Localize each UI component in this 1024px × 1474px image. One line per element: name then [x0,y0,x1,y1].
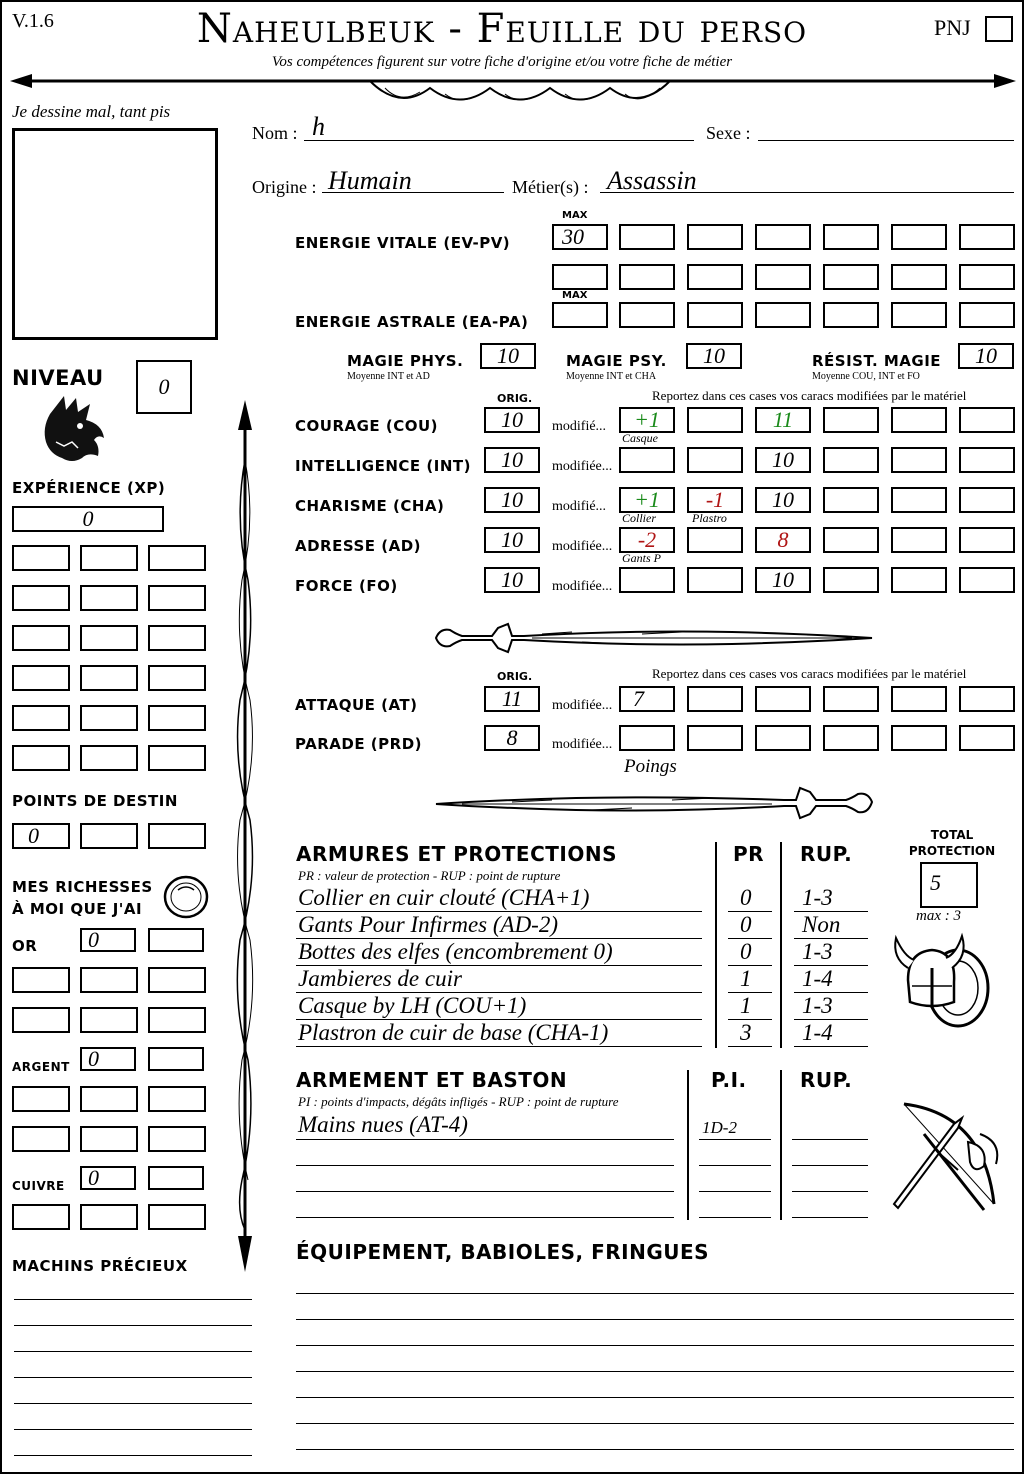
xp-grid-box[interactable] [12,585,70,611]
parade-box[interactable] [823,725,879,751]
sexe-label: Sexe : [706,123,751,143]
precious-line[interactable] [14,1325,252,1326]
precious-line[interactable] [14,1351,252,1352]
xp-grid-box[interactable] [80,745,138,771]
stat-modifie-label: modifiée... [552,579,613,594]
ev-box-3[interactable] [755,224,811,250]
armor-rup[interactable]: 1-4 [802,1020,833,1045]
niveau-label: NIVEAU [12,366,104,390]
or-grid-box[interactable] [12,1007,70,1033]
attaque-box[interactable] [959,686,1015,712]
equipment-line[interactable] [296,1319,1014,1320]
armor-pr-header: PR [733,842,765,866]
armor-rup-line[interactable] [794,1046,868,1047]
cuivre-box-4[interactable] [80,1204,138,1230]
origine-label: Origine : [252,177,317,197]
ev-box-2[interactable] [687,224,743,250]
attaque-modifie-label: modifiée... [552,698,613,713]
nom-field[interactable]: h [312,112,325,141]
stat-mod-box-1[interactable]: -2 [619,527,675,553]
armor-title: ARMURES ET PROTECTIONS [296,842,617,866]
cuivre-box-2[interactable] [148,1166,204,1190]
ea-box-4[interactable] [823,302,879,328]
equipment-line[interactable] [296,1293,1014,1294]
weapon-name-line[interactable] [296,1191,674,1192]
parade-box[interactable] [755,725,811,751]
stat-mod-note: Collier [622,511,657,525]
stat-box-6[interactable] [959,567,1015,593]
pnj-checkbox[interactable] [985,16,1013,42]
magie-phys-label: MAGIE PHYS. [347,352,464,370]
armor-name-line[interactable] [296,1046,702,1047]
max-note: max : 3 [916,908,961,924]
weapons-title: ARMEMENT ET BASTON [296,1068,568,1092]
resist-magie-label: RÉSIST. MAGIE [812,352,942,370]
coin-icon [162,874,210,920]
stat-label: CHARISME (CHA) [295,497,445,515]
weapon-pi-line[interactable] [699,1165,771,1166]
or-box[interactable]: 0 [80,928,136,952]
argent-box-2[interactable] [148,1047,204,1071]
xp-grid-box[interactable] [80,625,138,651]
parade-box[interactable] [891,725,947,751]
sword-2-icon [432,780,876,826]
armor-rup[interactable]: 1-3 [802,993,833,1018]
or-grid-box[interactable] [80,1007,138,1033]
stat-box-5[interactable] [891,487,947,513]
ev-row2-box-3[interactable] [687,264,743,290]
stat-orig-box[interactable]: 10 [484,447,540,473]
armor-rup[interactable]: 1-4 [802,966,833,991]
richesses-label-2: À MOI QUE J'AI [12,900,143,918]
richesses-label-1: MES RICHESSES [12,878,153,896]
stat-mod-box-2[interactable]: -1 [687,487,743,513]
armor-pr[interactable]: 3 [740,1020,752,1045]
stat-box-4[interactable] [823,487,879,513]
xp-grid-box[interactable] [148,705,206,731]
stat-box-4[interactable] [823,567,879,593]
weapon-name[interactable]: Mains nues (AT-4) [298,1112,468,1137]
weapon-pi[interactable]: 1D-2 [702,1118,737,1137]
parade-orig-box[interactable]: 8 [484,725,540,751]
equipment-line[interactable] [296,1423,1014,1424]
orig-label: ORIG. [497,392,533,405]
magie-psy-note: Moyenne INT et CHA [566,371,657,382]
stat-result-box[interactable]: 11 [755,407,811,433]
stat-box-6[interactable] [959,447,1015,473]
stat-result-box[interactable]: 10 [755,447,811,473]
stats-report-note: Reportez dans ces cases vos caracs modifiées par le matériel [652,388,967,403]
argent-grid-box[interactable] [12,1126,70,1152]
armor-pr[interactable]: 1 [740,966,752,991]
equipment-line[interactable] [296,1371,1014,1372]
pnj-label: PNJ [934,15,971,40]
xp-grid-box[interactable] [12,625,70,651]
armor-note: PR : valeur de protection - RUP : point de rupture [298,868,561,883]
stat-box-5[interactable] [891,447,947,473]
armor-name[interactable]: Jambieres de cuir [298,966,462,991]
ea-box-2[interactable] [687,302,743,328]
weapon-name-line[interactable] [296,1139,674,1140]
origine-field[interactable]: Humain [328,166,412,195]
equipment-line[interactable] [296,1397,1014,1398]
attaque-box[interactable] [755,686,811,712]
stat-mod-box-1[interactable]: +1 [619,487,675,513]
magie-phys-note: Moyenne INT et AD [347,371,430,382]
stat-mod-box-1[interactable] [619,447,675,473]
xp-grid-box[interactable] [80,705,138,731]
ea-box-5[interactable] [891,302,947,328]
resist-magie-note: Moyenne COU, INT et FO [812,371,920,382]
weapon-rup-line[interactable] [792,1139,868,1140]
attaque-box[interactable] [687,686,743,712]
magie-psy-box[interactable]: 10 [686,343,742,369]
ea-max-box[interactable] [552,302,608,328]
destin-box-3[interactable] [148,823,206,849]
or-label: OR [12,937,38,955]
or-box-2[interactable] [148,928,204,952]
weapon-pi-line[interactable] [699,1191,771,1192]
stat-orig-box[interactable]: 10 [484,567,540,593]
stat-label: INTELLIGENCE (INT) [295,457,471,475]
weapon-rup-line[interactable] [792,1217,868,1218]
stat-mod-box-2[interactable] [687,567,743,593]
stat-orig-box[interactable]: 10 [484,527,540,553]
xp-grid-box[interactable] [80,665,138,691]
ev-row2-box-6[interactable] [891,264,947,290]
stat-mod-note: Plastro [692,511,727,525]
nom-label: Nom : [252,123,298,143]
ev-row2-box-7[interactable] [959,264,1015,290]
weapon-name-line[interactable] [296,1217,674,1218]
parade-box[interactable] [959,725,1015,751]
ev-box-5[interactable] [891,224,947,250]
ea-box-1[interactable] [619,302,675,328]
total-protection-label-2: PROTECTION [908,844,996,858]
xp-grid-box[interactable] [12,745,70,771]
weapon-pi-line[interactable] [699,1217,771,1218]
stat-mod-box-2[interactable] [687,527,743,553]
armor-pr-line[interactable] [728,1046,772,1047]
metier-field[interactable]: Assassin [607,166,697,195]
cuivre-label: CUIVRE [12,1179,65,1193]
resist-magie-box[interactable]: 10 [958,343,1014,369]
weapon-rup-line[interactable] [792,1191,868,1192]
xp-grid-box[interactable] [148,585,206,611]
stat-modifie-label: modifié... [552,419,607,434]
weapon-pi-line[interactable] [699,1139,771,1140]
metier-label: Métier(s) : [512,177,589,197]
parade-modifie-label: modifiée... [552,737,613,752]
weapons-cluster-icon [884,1094,1008,1220]
armor-rup[interactable]: 1-3 [802,939,833,964]
ea-max-label: MAX [562,290,588,301]
attaque-mod-box[interactable]: 7 [619,686,675,712]
precious-line[interactable] [14,1403,252,1404]
ev-max-label: MAX [562,210,588,221]
precious-line[interactable] [14,1429,252,1430]
stat-mod-note: Gants P [622,551,661,565]
stat-box-4[interactable] [823,447,879,473]
weapon-name-line[interactable] [296,1165,674,1166]
xp-grid-box[interactable] [148,625,206,651]
armor-rup[interactable]: Non [802,912,841,937]
magie-psy-label: MAGIE PSY. [566,352,667,370]
precious-line[interactable] [14,1299,252,1300]
attaque-box[interactable] [823,686,879,712]
xp-grid-box[interactable] [148,745,206,771]
weapons-rup-header: RUP. [800,1068,853,1092]
stat-box-4[interactable] [823,527,879,553]
weapons-note: PI : points d'impacts, dégâts infligés - RUP : point de rupture [298,1094,619,1109]
argent-grid-box[interactable] [148,1126,206,1152]
magie-phys-box[interactable]: 10 [480,343,536,369]
or-grid-box[interactable] [12,967,70,993]
ea-box-6[interactable] [959,302,1015,328]
xp-grid-box[interactable] [148,665,206,691]
stat-result-box[interactable]: 10 [755,567,811,593]
stat-label: FORCE (FO) [295,577,398,595]
stat-orig-box[interactable]: 10 [484,407,540,433]
or-grid-box[interactable] [148,967,206,993]
ev-row2-box-2[interactable] [619,264,675,290]
stat-modifie-label: modifiée... [552,539,613,554]
armor-pr[interactable]: 0 [740,912,752,937]
weapons-pi-header: P.I. [711,1068,747,1092]
precious-line[interactable] [14,1455,252,1456]
attaque-label: ATTAQUE (AT) [295,696,418,714]
stat-box-5[interactable] [891,567,947,593]
equipment-title: ÉQUIPEMENT, BABIOLES, FRINGUES [296,1240,710,1264]
or-grid-box[interactable] [80,967,138,993]
argent-grid-box[interactable] [80,1126,138,1152]
armor-pr[interactable]: 1 [740,993,752,1018]
armor-name[interactable]: Casque by LH (COU+1) [298,993,527,1018]
armor-pr[interactable]: 0 [740,885,752,910]
weapon-rup-line[interactable] [792,1165,868,1166]
precious-line[interactable] [14,1377,252,1378]
equipment-line[interactable] [296,1345,1014,1346]
xp-grid-box[interactable] [12,545,70,571]
ev-box-4[interactable] [823,224,879,250]
attaque-box[interactable] [891,686,947,712]
parade-box[interactable] [619,725,675,751]
dragon-head-icon [42,394,108,466]
combat-orig-label: ORIG. [497,670,533,683]
argent-grid-box[interactable] [80,1086,138,1112]
helmet-shield-icon [888,928,998,1038]
vertical-spear-icon [230,400,260,1272]
armor-name[interactable]: Bottes des elfes (encombrement 0) [298,939,613,964]
xp-grid-box[interactable] [80,585,138,611]
total-protection-box[interactable]: 5 [920,862,978,908]
stat-mod-box-1[interactable]: +1 [619,407,675,433]
machins-label: MACHINS PRÉCIEUX [12,1257,188,1275]
page-title: Naheulbeuk - Feuille du perso [196,6,808,52]
armor-name[interactable]: Collier en cuir clouté (CHA+1) [298,885,590,910]
stat-mod-box-2[interactable] [687,407,743,433]
combat-note: Poings [624,756,677,777]
cuivre-box[interactable]: 0 [80,1166,136,1190]
stat-box-5[interactable] [891,527,947,553]
xp-grid-box[interactable] [148,545,206,571]
ev-box-1[interactable] [619,224,675,250]
stat-label: ADRESSE (AD) [295,537,422,555]
ev-max-box[interactable]: 30 [552,224,608,250]
stat-label: COURAGE (COU) [295,417,439,435]
destin-box-2[interactable] [80,823,138,849]
xp-box[interactable]: 0 [12,506,164,532]
armor-name[interactable]: Gants Pour Infirmes (AD-2) [298,912,558,937]
armor-rup[interactable]: 1-3 [802,885,833,910]
armor-rup-header: RUP. [800,842,853,866]
stat-result-box[interactable]: 8 [755,527,811,553]
version-label: V.1.6 [12,10,54,32]
stat-orig-box[interactable]: 10 [484,487,540,513]
ev-row2-box-4[interactable] [755,264,811,290]
destin-label: POINTS DE DESTIN [12,792,178,810]
combat-report-note: Reportez dans ces cases vos caracs modifiées par le matériel [652,666,967,681]
cuivre-box-3[interactable] [12,1204,70,1230]
page-subtitle: Vos compétences figurent sur votre fiche d'origine et/ou votre fiche de métier [271,54,733,70]
stat-box-6[interactable] [959,487,1015,513]
ev-row2-box-1[interactable] [552,264,608,290]
stat-mod-note: Casque [622,431,658,445]
destin-box-1[interactable]: 0 [12,823,70,849]
stat-modifie-label: modifiée... [552,459,613,474]
stat-modifie-label: modifié... [552,499,607,514]
argent-label: ARGENT [12,1060,70,1074]
portrait-label: Je dessine mal, tant pis [12,102,171,121]
stat-box-5[interactable] [891,407,947,433]
portrait-box[interactable] [12,128,218,340]
xp-grid-box[interactable] [80,545,138,571]
attaque-orig-box[interactable]: 11 [484,686,540,712]
parade-label: PARADE (PRD) [295,735,423,753]
stat-mod-box-1[interactable] [619,567,675,593]
total-protection-label-1: TOTAL [930,828,974,842]
ea-label: ENERGIE ASTRALE (EA-PA) [295,313,529,331]
equipment-line[interactable] [296,1449,1014,1450]
argent-grid-box[interactable] [148,1086,206,1112]
argent-box[interactable]: 0 [80,1047,136,1071]
ea-box-3[interactable] [755,302,811,328]
stat-result-box[interactable]: 10 [755,487,811,513]
ev-box-6[interactable] [959,224,1015,250]
sword-icon [432,614,876,660]
niveau-box[interactable]: 0 [136,360,192,414]
or-grid-box[interactable] [148,1007,206,1033]
stat-mod-box-2[interactable] [687,447,743,473]
ev-row2-box-5[interactable] [823,264,879,290]
stat-box-6[interactable] [959,407,1015,433]
argent-grid-box[interactable] [12,1086,70,1112]
stat-box-6[interactable] [959,527,1015,553]
armor-name[interactable]: Plastron de cuir de base (CHA-1) [298,1020,609,1045]
parade-box[interactable] [687,725,743,751]
ev-label: ENERGIE VITALE (EV-PV) [295,234,511,252]
xp-grid-box[interactable] [12,665,70,691]
cuivre-box-5[interactable] [148,1204,206,1230]
xp-label: EXPÉRIENCE (XP) [12,479,166,497]
xp-grid-box[interactable] [12,705,70,731]
stat-box-4[interactable] [823,407,879,433]
armor-pr[interactable]: 0 [740,939,752,964]
